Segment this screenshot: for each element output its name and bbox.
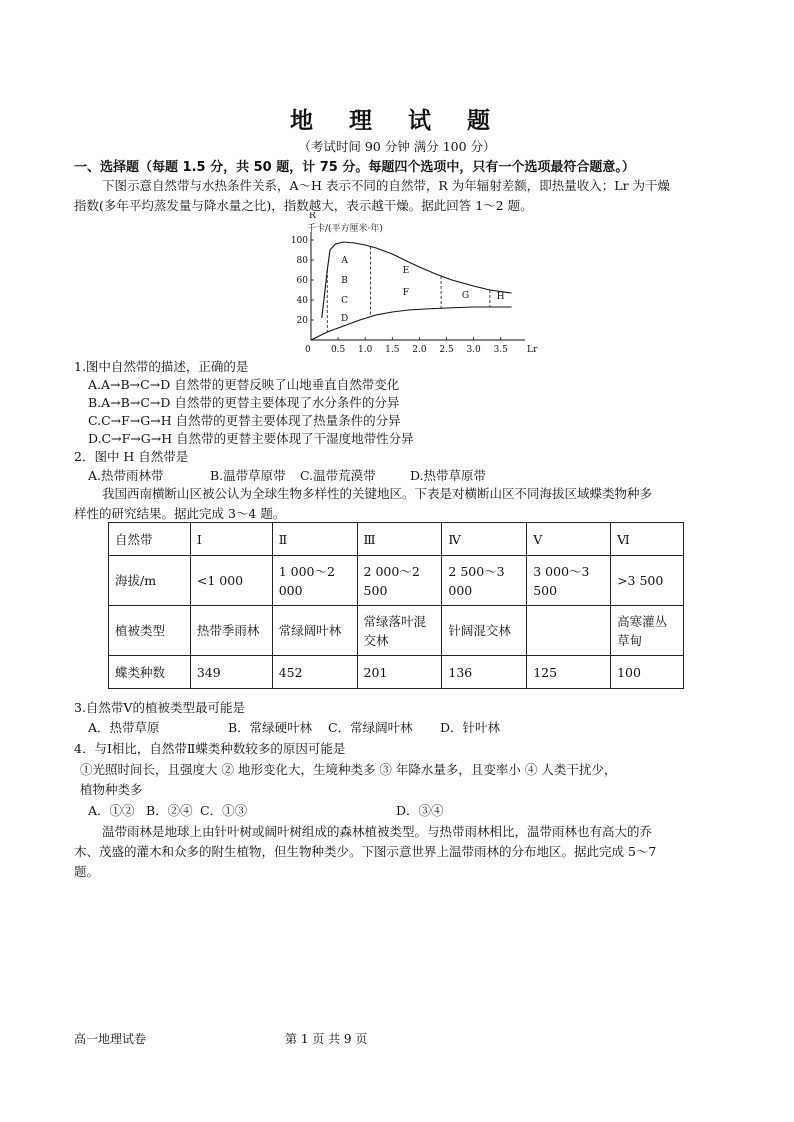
table-cell: 常绿阔叶林 — [272, 606, 357, 656]
q1-option-b[interactable]: B.A→B→C→D 自然带的更替主要体现了水分条件的分异 — [88, 395, 400, 410]
table-cell: 201 — [357, 656, 442, 689]
q1-option-c[interactable]: C.C→F→G→H 自然带的更替主要体现了热量条件的分异 — [88, 413, 401, 428]
footer-page-number: 第 1 页 共 9 页 — [285, 1032, 368, 1046]
intro-line: 指数(多年平均蒸发量与降水量之比)，指数越大，表示越干燥。据此回答 1～2 题。 — [74, 198, 533, 213]
question-3-stem: 3.自然带Ⅴ的植被类型最可能是 — [74, 700, 245, 715]
exam-info: （考试时间 90 分钟 满分 100 分） — [298, 139, 496, 154]
table-cell: 100 — [611, 656, 684, 689]
intro-paragraph-3 — [74, 822, 720, 882]
table-cell: 高寒灌丛草甸 — [611, 606, 684, 656]
table-cell — [527, 606, 611, 656]
q2-option-c[interactable]: C.温带荒漠带 — [300, 468, 376, 483]
q3-option-b[interactable]: B．常绿硬叶林 — [228, 720, 313, 735]
table-cell: 针阔混交林 — [442, 606, 527, 656]
zone-label: C — [341, 296, 349, 306]
table-cell: >3 500 — [611, 556, 684, 606]
section-heading: 一、选择题（每题 1.5 分，共 50 题，计 75 分。每题四个选项中，只有一个选项最符合题意。） — [74, 160, 635, 175]
question-2-stem: 2．图中 H 自然带是 — [74, 449, 189, 464]
question-1-stem: 1.图中自然带的描述，正确的是 — [74, 359, 249, 374]
intro-line: 样性的研究结果。据此完成 3～4 题。 — [74, 506, 286, 521]
table-cell: Ⅱ — [272, 523, 357, 556]
table-cell: Ⅴ — [527, 523, 611, 556]
table-cell: Ⅳ — [442, 523, 527, 556]
table-cell: 植被类型 — [109, 606, 191, 656]
zone-label: D — [341, 314, 349, 324]
table-cell: 常绿落叶混交林 — [357, 606, 442, 656]
origin-label: 0 — [305, 345, 311, 354]
table-row — [109, 656, 684, 689]
x-tick-label: 3.0 — [466, 345, 481, 354]
table-cell: 2 000～2 500 — [357, 556, 442, 606]
table-cell: 自然带 — [109, 523, 191, 556]
q3-option-a[interactable]: A．热带草原 — [88, 720, 160, 735]
q1-option-a[interactable]: A.A→B→C→D 自然带的更替反映了山地垂直自然带变化 — [88, 377, 400, 392]
y-tick-label: 20 — [296, 316, 308, 326]
table-cell: <1 000 — [190, 556, 272, 606]
x-axis-label: Lr — [527, 345, 538, 354]
x-tick-label: 1.5 — [385, 345, 400, 354]
q4-option-c[interactable]: C．①③ — [200, 803, 248, 818]
footer-course: 高一地理试卷 — [74, 1032, 147, 1046]
x-tick-label: 2.0 — [412, 345, 427, 354]
q2-option-a[interactable]: A.热带雨林带 — [88, 468, 164, 483]
zone-label: G — [461, 291, 470, 301]
y-tick-label: 60 — [296, 276, 308, 286]
table-cell: 136 — [442, 656, 527, 689]
intro-line: 木、茂盛的灌木和众多的附生植物，但生物种类少。下图示意世界上温带雨林的分布地区。据此完成 5～7 — [74, 844, 657, 859]
q4-option-b[interactable]: B．②④ — [146, 803, 193, 818]
intro-line: 我国西南横断山区被公认为全球生物多样性的关键地区。下表是对横断山区不同海拔区域蝶类物种多 — [102, 486, 653, 501]
y-tick-label: 80 — [296, 256, 308, 266]
table-cell: 349 — [190, 656, 272, 689]
table-row — [109, 606, 684, 656]
table-cell: 1 000～2 000 — [272, 556, 357, 606]
zone-label: B — [341, 276, 348, 286]
table-cell: 125 — [527, 656, 611, 689]
q4-option-d[interactable]: D．③④ — [396, 803, 444, 818]
q2-option-d[interactable]: D.热带草原带 — [410, 468, 487, 483]
zone-label: F — [402, 288, 409, 298]
intro-line: 下图示意自然带与水热条件关系，A～H 表示不同的自然带，R 为年辐射差额，即热量收入；Lr 为干燥 — [102, 178, 671, 193]
table-cell: 蝶类种数 — [109, 656, 191, 689]
butterfly-table — [108, 522, 684, 689]
table-cell: 3 000～3 500 — [527, 556, 611, 606]
x-tick-label: 3.5 — [493, 345, 508, 354]
table-row — [109, 523, 684, 556]
x-tick-label: 1.0 — [358, 345, 373, 354]
table-cell: 452 — [272, 656, 357, 689]
q4-option-a[interactable]: A．①② — [88, 803, 135, 818]
zone-label: A — [341, 256, 348, 266]
intro-line: 题。 — [74, 864, 100, 879]
y-tick-label: 100 — [290, 236, 308, 246]
table-cell: Ⅲ — [357, 523, 442, 556]
table-cell: 热带季雨林 — [190, 606, 272, 656]
x-tick-label: 0.5 — [330, 345, 346, 354]
intro-paragraph-1 — [74, 176, 720, 216]
page-title: 地 理 试 题 — [289, 108, 505, 134]
question-4-stem: 4．与Ⅰ相比，自然带Ⅱ蝶类种数较多的原因可能是 — [74, 741, 346, 756]
q1-option-d[interactable]: D.C→F→G→H 自然带的更替主要体现了干湿度地带性分异 — [88, 431, 414, 446]
radiation-dryness-chart — [283, 212, 539, 354]
y-tick-label: 40 — [296, 296, 308, 306]
y-axis-unit: 千卡/(平方厘米·年) — [307, 224, 383, 234]
intro-line: 温带雨林是地球上由针叶树或阔叶树组成的森林植被类型。与热带雨林相比，温带雨林也有高大的乔 — [102, 824, 653, 839]
table-cell: Ⅰ — [190, 523, 272, 556]
table-cell: 海拔/m — [109, 556, 191, 606]
q3-option-c[interactable]: C．常绿阔叶林 — [328, 720, 413, 735]
zone-label: E — [402, 266, 410, 276]
x-tick-label: 2.5 — [439, 345, 454, 354]
q4-statements: ①光照时间长，且强度大 ② 地形变化大，生境种类多 ③ 年降水量多，且变率小 ④ 人类干扰少， — [80, 762, 617, 777]
y-axis-label: R — [309, 212, 316, 221]
q2-option-b[interactable]: B.温带草原带 — [210, 468, 286, 483]
table-cell: Ⅵ — [611, 523, 684, 556]
table-cell: 2 500～3 000 — [442, 556, 527, 606]
zone-label: H — [496, 292, 505, 302]
q4-statements-cont: 植物种类多 — [80, 782, 143, 797]
q3-option-d[interactable]: D．针叶林 — [440, 720, 501, 735]
intro-paragraph-2 — [74, 484, 720, 524]
table-row — [109, 556, 684, 606]
